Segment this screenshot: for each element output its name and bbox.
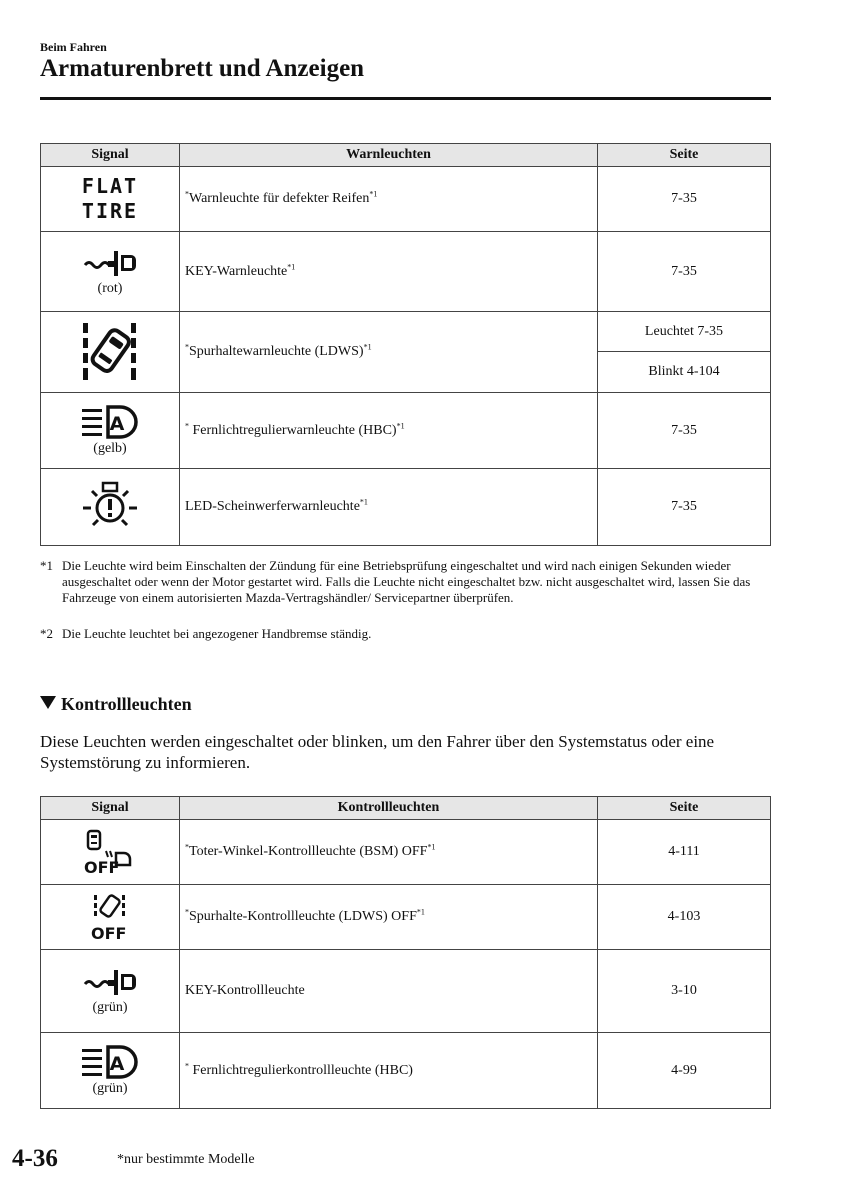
col-header-page: Seite [598, 144, 771, 167]
col-header-page: Seite [598, 797, 771, 820]
color-note: (gelb) [93, 440, 127, 456]
table-row [41, 469, 771, 546]
footnote-ref: *1 [359, 497, 368, 507]
footnote-ref: *1 [363, 342, 372, 352]
triangle-down-icon [40, 696, 56, 709]
ldws-off-icon [41, 893, 179, 941]
section-heading [40, 694, 192, 715]
color-note: (grün) [92, 1080, 128, 1096]
lane-departure-icon [41, 321, 179, 383]
footnote-text: Die Leuchte wird beim Einschalten der Zündung für eine Betriebsprüfung eingeschaltet und wird nach einigen Sekunden wieder ausgeschaltet oder wenn der Motor gestartet wird. Falls die Leuchte nicht eingeschaltet bzw. nicht ausgeschaltet wird, lassen Sie das Fahrzeuge von einem autorisierten Mazda-Vertragshändler/ Servicepartner überprüfen. [62, 558, 751, 605]
footnote-ref: *1 [287, 261, 296, 271]
description-cell [180, 1033, 598, 1109]
model-note: *nur bestimmte Modelle [117, 1152, 255, 1167]
table-row [41, 312, 771, 352]
bsm-off-icon [41, 829, 179, 875]
footnote-marker: * [185, 189, 189, 199]
page-cell: 4-111 [598, 820, 771, 885]
footnote-ref: *1 [416, 907, 425, 917]
title-rule [40, 97, 771, 100]
description-text: KEY-Kontrollleuchte [185, 983, 305, 998]
svg-text:A: A [109, 1052, 125, 1075]
description-text: Warnleuchte für defekter Reifen [189, 191, 370, 206]
signal-cell [41, 820, 180, 885]
color-note: (grün) [92, 1000, 128, 1015]
high-beam-auto-icon [41, 1045, 179, 1079]
page-cell: 7-35 [598, 167, 771, 232]
description-cell [180, 393, 598, 469]
footnote-text: Die Leuchte leuchtet bei angezogener Handbremse ständig. [62, 626, 372, 641]
icon-text: OFF [91, 924, 127, 941]
warning-lights-table [40, 143, 771, 546]
description-text: Fernlichtregulierwarnleuchte (HBC) [189, 422, 397, 438]
signal-cell [41, 469, 180, 546]
footnote-marker: * [185, 342, 189, 352]
high-beam-auto-icon [41, 405, 179, 439]
description-text: Toter-Winkel-Kontrollleuchte (BSM) OFF [189, 844, 428, 859]
col-header-signal: Signal [41, 797, 180, 820]
footnote-marker: * [185, 907, 189, 917]
table-row [41, 167, 771, 232]
page-cell: 3-10 [598, 950, 771, 1033]
col-header-description: Kontrollleuchten [180, 797, 598, 820]
icon-text: TIRE [81, 199, 139, 223]
flat-tire-icon [41, 174, 179, 224]
description-cell [180, 167, 598, 232]
table-header-row [41, 797, 771, 820]
footnote [40, 626, 771, 642]
description-cell [180, 820, 598, 885]
signal-cell [41, 312, 180, 393]
section-heading-text: Kontrollleuchten [61, 694, 192, 714]
footnote-ref: *1 [369, 189, 378, 199]
table-row [41, 950, 771, 1033]
description-cell [180, 469, 598, 546]
key-icon [41, 966, 179, 998]
table-row [41, 1033, 771, 1109]
page-cell: Blinkt 4-104 [598, 352, 771, 393]
footnote-ref: *1 [427, 842, 436, 852]
col-header-signal: Signal [41, 144, 180, 167]
svg-text:A: A [109, 412, 125, 435]
table-row [41, 232, 771, 312]
description-cell [180, 950, 598, 1033]
page-number: 4-36 [12, 1145, 58, 1172]
signal-cell [41, 232, 180, 312]
description-cell [180, 312, 598, 393]
signal-cell [41, 950, 180, 1033]
section-intro: Diese Leuchten werden eingeschaltet oder blinken, um den Fahrer über den Systemstatus oder eine Systemstörung zu informieren. [40, 732, 715, 772]
led-headlight-warning-icon [41, 481, 179, 533]
page-cell: 4-99 [598, 1033, 771, 1109]
icon-text: OFF [84, 858, 120, 875]
key-icon [41, 247, 179, 279]
footnote-marker: * [185, 842, 189, 852]
col-header-description: Warnleuchten [180, 144, 598, 167]
signal-cell [41, 167, 180, 232]
page-cell: 7-35 [598, 393, 771, 469]
page-cell: 7-35 [598, 232, 771, 312]
description-text: KEY-Warnleuchte [185, 263, 288, 279]
table-row [41, 393, 771, 469]
signal-cell [41, 1033, 180, 1109]
signal-cell [41, 885, 180, 950]
table-header-row [41, 144, 771, 167]
table-row [41, 885, 771, 950]
description-text: Fernlichtregulierkontrollleuchte (HBC) [189, 1062, 413, 1078]
footnote-marker: * [185, 1060, 189, 1070]
section-label: Beim Fahren [40, 40, 107, 54]
description-text: LED-Scheinwerferwarnleuchte [185, 499, 360, 514]
footnote-marker: * [185, 420, 189, 430]
signal-cell [41, 393, 180, 469]
description-cell [180, 232, 598, 312]
footnote-number: *1 [40, 558, 53, 573]
description-text: Spurhaltewarnleuchte (LDWS) [189, 344, 364, 359]
page-title: Armaturenbrett und Anzeigen [40, 55, 365, 82]
table-row [41, 820, 771, 885]
footnote-number: *2 [40, 626, 53, 641]
page-cell: Leuchtet 7-35 [598, 312, 771, 352]
icon-text: FLAT [81, 174, 139, 198]
footnote-ref: *1 [396, 420, 405, 430]
description-cell [180, 885, 598, 950]
page-cell: 4-103 [598, 885, 771, 950]
footnote [40, 558, 771, 606]
color-note: (rot) [97, 280, 123, 296]
description-text: Spurhalte-Kontrollleuchte (LDWS) OFF [189, 909, 417, 924]
page-cell: 7-35 [598, 469, 771, 546]
control-lights-table [40, 796, 771, 1109]
